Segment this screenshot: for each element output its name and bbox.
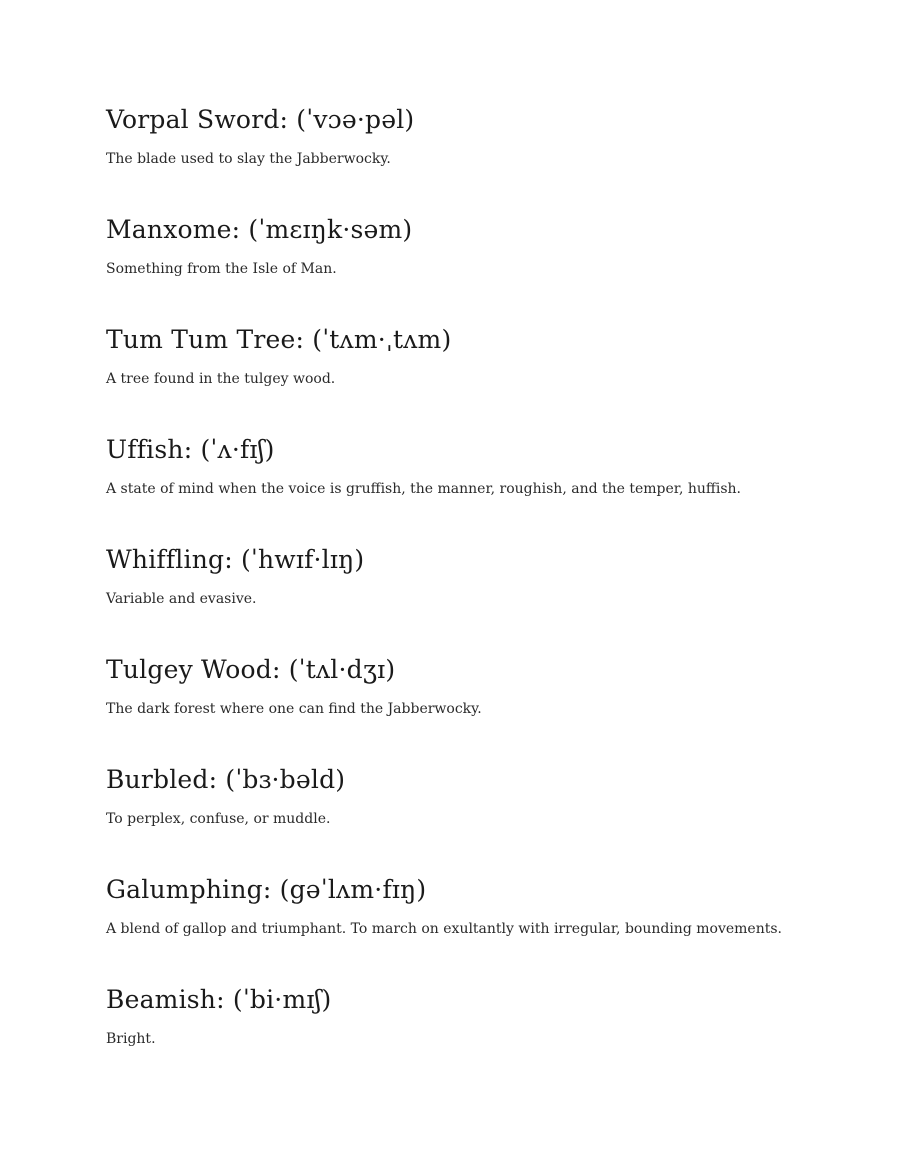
glossary-page [106,102,866,1092]
glossary-entry-vorpal-sword [106,102,866,212]
glossary-entry-beamish [106,982,866,1092]
entry-definition: A tree found in the tulgey wood. [106,371,336,387]
entry-definition: Something from the Isle of Man. [106,261,337,277]
entry-definition: A state of mind when the voice is gruffish, the manner, roughish, and the temper, huffish. [106,481,741,497]
entry-definition: The dark forest where one can find the Jabberwocky. [106,701,482,717]
glossary-entry-burbled [106,762,866,872]
entry-definition: The blade used to slay the Jabberwocky. [106,151,391,167]
entry-term: Galumphing: (gəˈlʌm·fɪŋ) [106,875,427,904]
entry-definition: Bright. [106,1031,156,1047]
entry-definition: To perplex, confuse, or muddle. [106,811,331,827]
entry-term: Whiffling: (ˈhwɪf·lɪŋ) [106,545,365,574]
glossary-entry-galumphing [106,872,866,982]
glossary-entry-manxome [106,212,866,322]
entry-term: Tulgey Wood: (ˈtʌl·dʒɪ) [106,655,396,684]
entry-term: Uffish: (ˈʌ·fɪʃ) [106,435,275,464]
entry-term: Manxome: (ˈmɛɪŋk·səm) [106,215,413,244]
entry-term: Vorpal Sword: (ˈvɔə·pəl) [106,105,415,134]
glossary-entry-uffish [106,432,866,542]
entry-definition: Variable and evasive. [106,591,257,607]
entry-definition: A blend of gallop and triumphant. To march on exultantly with irregular, bounding movements. [106,921,782,937]
glossary-entry-tulgey-wood [106,652,866,762]
glossary-entry-tum-tum-tree [106,322,866,432]
glossary-entry-whiffling [106,542,866,652]
entry-term: Beamish: (ˈbi·mɪʃ) [106,985,332,1014]
entry-term: Tum Tum Tree: (ˈtʌm·ˌtʌm) [106,325,452,354]
entry-term: Burbled: (ˈbɜ·bəld) [106,765,346,794]
